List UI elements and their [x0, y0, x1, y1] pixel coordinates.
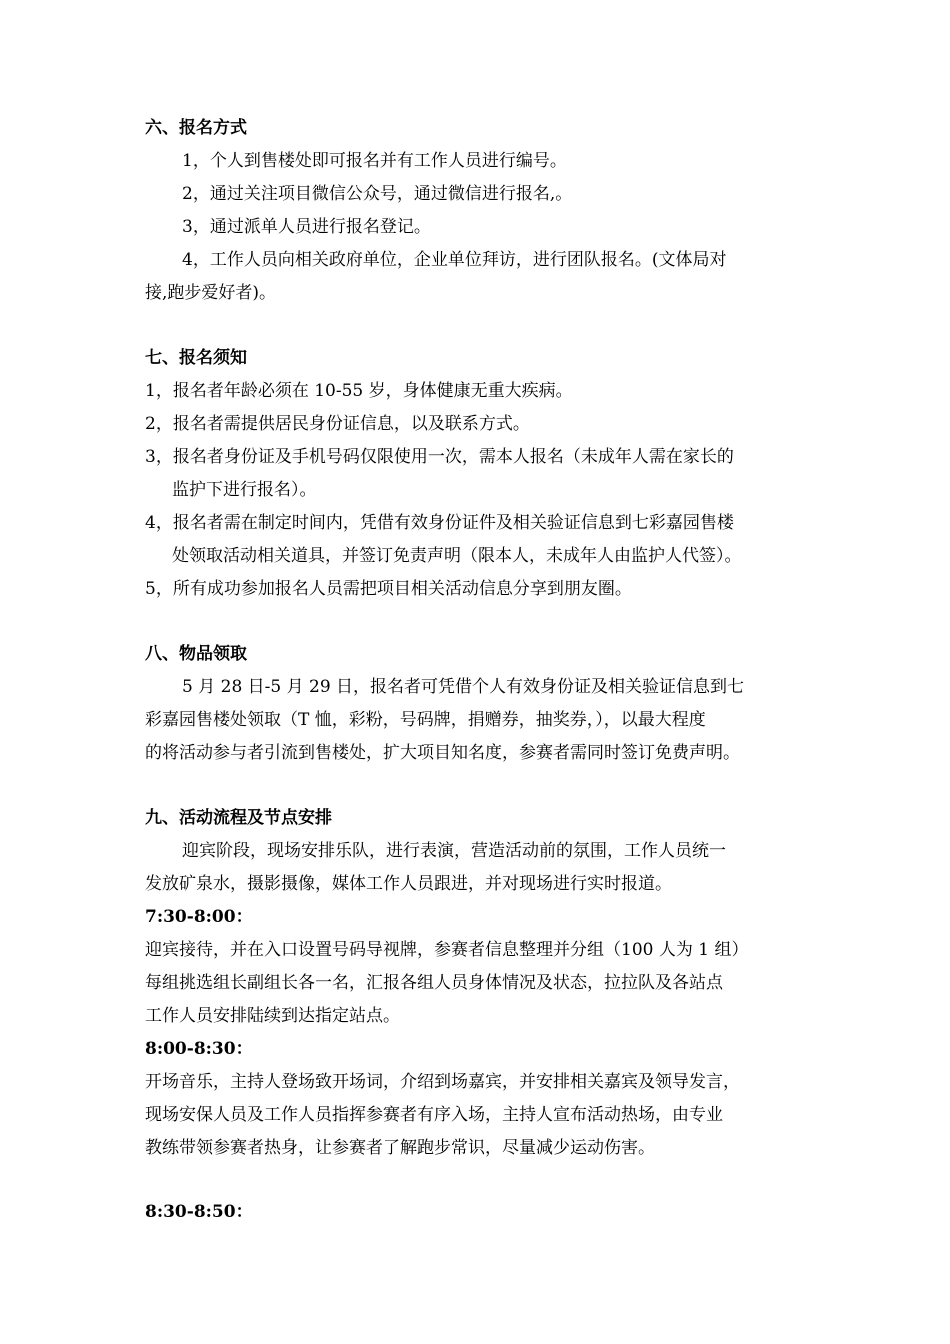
- time-slot-1: 7:30-8:00：: [145, 907, 253, 927]
- time-slot-2: 8:00-8:30：: [145, 1039, 253, 1059]
- section-6-item-3: 3，通过派单人员进行报名登记。: [182, 217, 431, 237]
- section-7-item-4: 4，报名者需在制定时间内，凭借有效身份证件及相关验证信息到七彩嘉园售楼: [145, 513, 734, 533]
- time-slot-2-line-3: 教练带领参赛者热身，让参赛者了解跑步常识，尽量减少运动伤害。: [145, 1138, 655, 1158]
- section-7-heading: 七、报名须知: [145, 348, 247, 368]
- time-slot-1-line-1: 迎宾接待，并在入口设置号码导视牌，参赛者信息整理并分组（100 人为 1 组）: [145, 940, 749, 960]
- section-9-heading: 九、活动流程及节点安排: [145, 808, 332, 828]
- section-8-line-1: 5 月 28 日-5 月 29 日，报名者可凭借个人有效身份证及相关验证信息到七: [182, 677, 745, 697]
- section-7-item-5: 5，所有成功参加报名人员需把项目相关活动信息分享到朋友圈。: [145, 579, 632, 599]
- section-7-item-1: 1，报名者年龄必须在 10-55 岁，身体健康无重大疾病。: [145, 381, 573, 401]
- section-8-line-3: 的将活动参与者引流到售楼处，扩大项目知名度，参赛者需同时签订免费声明。: [145, 743, 740, 763]
- section-6-heading: 六、报名方式: [145, 118, 247, 138]
- section-8-line-2: 彩嘉园售楼处领取（T 恤，彩粉，号码牌，捐赠券，抽奖券，），以最大程度: [145, 710, 706, 730]
- section-7-item-3: 3，报名者身份证及手机号码仅限使用一次，需本人报名（未成年人需在家长的: [145, 447, 734, 467]
- time-slot-2-line-1: 开场音乐，主持人登场致开场词，介绍到场嘉宾，并安排相关嘉宾及领导发言，: [145, 1072, 740, 1092]
- section-7-item-2: 2，报名者需提供居民身份证信息，以及联系方式。: [145, 414, 530, 434]
- section-6-item-4: 4，工作人员向相关政府单位，企业单位拜访，进行团队报名。(文体局对: [182, 250, 727, 270]
- section-6-item-4-cont: 接,跑步爱好者)。: [145, 283, 277, 303]
- time-slot-3: 8:30-8:50：: [145, 1202, 253, 1222]
- section-6-item-1: 1，个人到售楼处即可报名并有工作人员进行编号。: [182, 151, 567, 171]
- section-7-item-3-cont: 监护下进行报名）。: [172, 480, 317, 500]
- section-9-intro-2: 发放矿泉水，摄影摄像，媒体工作人员跟进，并对现场进行实时报道。: [145, 874, 672, 894]
- time-slot-1-line-3: 工作人员安排陆续到达指定站点。: [145, 1006, 400, 1026]
- section-7-item-4-cont: 处领取活动相关道具，并签订免责声明（限本人，未成年人由监护人代签）。: [172, 546, 742, 566]
- section-6-item-2: 2，通过关注项目微信公众号，通过微信进行报名,。: [182, 184, 573, 204]
- time-slot-2-line-2: 现场安保人员及工作人员指挥参赛者有序入场，主持人宣布活动热场，由专业: [145, 1105, 723, 1125]
- section-8-heading: 八、物品领取: [145, 644, 247, 664]
- time-slot-1-line-2: 每组挑选组长副组长各一名，汇报各组人员身体情况及状态，拉拉队及各站点: [145, 973, 723, 993]
- section-9-intro-1: 迎宾阶段，现场安排乐队，进行表演，营造活动前的氛围，工作人员统一: [182, 841, 726, 861]
